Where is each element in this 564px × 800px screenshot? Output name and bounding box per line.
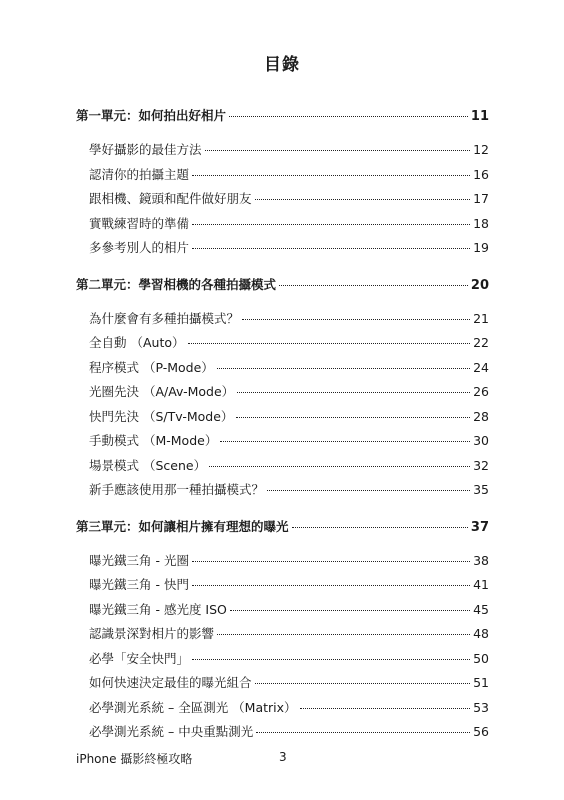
toc-item-title: 必學測光系統 – 全區測光 （Matrix） — [89, 699, 297, 715]
toc-section-3 — [76, 517, 489, 747]
dot-leader — [242, 319, 470, 320]
toc-item-title: 快門先決 （S/Tv-Mode） — [89, 408, 234, 424]
toc-item-page: 19 — [473, 240, 489, 255]
toc-item-title: 認清你的拍攝主題 — [89, 166, 190, 182]
toc-heading-title: 第二單元：學習相機的各種拍攝模式 — [76, 276, 277, 292]
toc-item-page: 22 — [473, 335, 489, 350]
dot-leader — [267, 490, 470, 491]
toc-item[interactable] — [89, 238, 489, 263]
toc-item-page: 26 — [473, 384, 489, 399]
dot-leader — [255, 199, 471, 200]
dot-leader — [192, 585, 470, 586]
toc-item-title: 學好攝影的最佳方法 — [89, 142, 202, 157]
toc-item-title: 必學測光系統 – 中央重點測光 — [89, 724, 254, 739]
dot-leader — [209, 466, 470, 467]
toc-item-page: 21 — [473, 310, 489, 326]
toc-item[interactable] — [89, 309, 489, 334]
dot-leader — [229, 116, 468, 117]
toc-item-title: 場景模式 （Scene） — [89, 457, 207, 473]
toc-item-page: 17 — [473, 191, 489, 206]
toc-item-title: 曝光鐵三角 - 光圈 — [89, 552, 189, 568]
dot-leader — [188, 343, 471, 344]
toc-item[interactable] — [89, 358, 489, 383]
toc-item-title: 新手應該使用那一種拍攝模式？ — [89, 482, 265, 497]
dot-leader — [292, 527, 468, 528]
toc-item-page: 35 — [473, 482, 489, 497]
toc-item[interactable] — [89, 575, 489, 600]
toc-heading-page: 20 — [470, 277, 489, 293]
toc-section-1 — [76, 106, 489, 263]
dot-leader — [220, 441, 470, 442]
toc-item-page: 24 — [473, 359, 489, 375]
toc-item[interactable] — [89, 333, 489, 358]
toc-item-page: 51 — [473, 675, 489, 690]
toc-item-title: 如何快速決定最佳的曝光組合 — [89, 675, 252, 690]
page-title: 目錄 — [264, 55, 300, 75]
dot-leader — [217, 368, 470, 369]
footer-book-title: iPhone 攝影終極攻略 — [76, 752, 193, 766]
toc-item-title: 跟相機、鏡頭和配件做好朋友 — [89, 191, 252, 206]
toc-heading-page: 11 — [470, 109, 489, 124]
dot-leader — [230, 610, 470, 611]
toc-item[interactable] — [89, 431, 489, 456]
footer-page-number: 3 — [279, 750, 287, 764]
toc-item[interactable] — [89, 165, 489, 190]
dot-leader — [205, 150, 471, 151]
toc-heading-page: 37 — [470, 519, 489, 535]
toc-item-title: 手動模式 （M-Mode） — [89, 433, 218, 448]
toc-item[interactable] — [89, 673, 489, 698]
toc-heading-title: 第一單元：如何拍出好相片 — [76, 108, 227, 123]
toc-item[interactable] — [89, 480, 489, 505]
toc-item[interactable] — [89, 624, 489, 649]
toc-item-page: 41 — [473, 577, 489, 592]
toc-item-title: 全自動 （Auto） — [89, 335, 185, 350]
dot-leader — [217, 634, 470, 635]
toc-heading-title: 第三單元：如何讓相片擁有理想的曝光 — [76, 518, 289, 534]
dot-leader — [255, 683, 471, 684]
dot-leader — [192, 175, 470, 176]
toc-item-page: 30 — [473, 433, 489, 448]
toc-item-page: 28 — [473, 408, 489, 424]
dot-leader — [279, 285, 468, 286]
toc-item[interactable] — [89, 722, 489, 747]
toc-item-title: 認識景深對相片的影響 — [89, 626, 215, 641]
toc-heading[interactable] — [76, 106, 489, 130]
toc-item-title: 光圈先決 （A/Av-Mode） — [89, 384, 235, 399]
toc-item-title: 程序模式 （P-Mode） — [89, 359, 214, 375]
toc-item-page: 50 — [473, 650, 489, 666]
toc-item[interactable] — [89, 551, 489, 576]
toc-item-page: 53 — [473, 699, 489, 715]
toc-heading[interactable] — [76, 275, 489, 299]
dot-leader — [300, 708, 471, 709]
toc-item-page: 16 — [473, 166, 489, 182]
dot-leader — [192, 561, 470, 562]
toc-item-page: 48 — [473, 626, 489, 641]
dot-leader — [256, 732, 470, 733]
toc-item-title: 曝光鐵三角 - 快門 — [89, 577, 189, 592]
toc-item[interactable] — [89, 140, 489, 165]
toc-item[interactable] — [89, 600, 489, 625]
toc-item[interactable] — [89, 698, 489, 723]
dot-leader — [237, 392, 470, 393]
dot-leader — [192, 224, 470, 225]
toc-item-title: 為什麼會有多種拍攝模式？ — [89, 310, 240, 326]
toc-heading[interactable] — [76, 517, 489, 541]
dot-leader — [236, 417, 470, 418]
toc-item-page: 56 — [473, 724, 489, 739]
toc-item[interactable] — [89, 214, 489, 239]
toc-item[interactable] — [89, 189, 489, 214]
table-of-contents — [76, 106, 489, 747]
toc-item[interactable] — [89, 649, 489, 674]
toc-item[interactable] — [89, 407, 489, 432]
toc-item-title: 曝光鐵三角 - 感光度 ISO — [89, 601, 227, 617]
toc-item-page: 38 — [473, 552, 489, 568]
toc-item[interactable] — [89, 382, 489, 407]
toc-item-title: 必學「安全快門」 — [89, 650, 190, 666]
toc-item[interactable] — [89, 456, 489, 481]
toc-item-title: 多參考別人的相片 — [89, 240, 190, 255]
dot-leader — [192, 659, 470, 660]
toc-item-title: 實戰練習時的準備 — [89, 215, 190, 231]
toc-item-page: 32 — [473, 457, 489, 473]
toc-item-page: 12 — [473, 142, 489, 157]
toc-item-page: 18 — [473, 215, 489, 231]
toc-section-2 — [76, 275, 489, 505]
dot-leader — [192, 248, 470, 249]
toc-item-page: 45 — [473, 601, 489, 617]
